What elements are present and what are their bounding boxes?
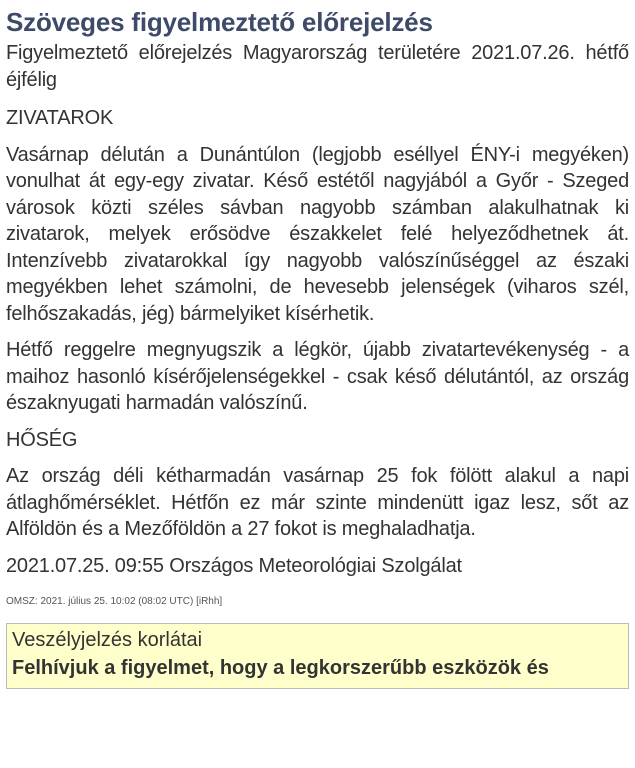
heat-paragraph-1: Az ország déli kétharmadán vasárnap 25 fok fölött alakul a napi átlaghőmérséklet. Hétfőn ez már szinte mindenütt igaz lesz, sőt az Alföldön és a Mezőföldön a 27 fokot is meghaladhatja.: [6, 465, 629, 540]
storms-paragraph-2: Hétfő reggelre megnyugszik a légkör, újabb zivatartevékenység - a maihoz hasonló kísérőjelenségekkel - csak késő délutántól, az ország északnyugati harmadán valószínű.: [6, 339, 629, 414]
page-title: Szöveges figyelmeztető előrejelzés: [6, 7, 433, 37]
notice-text: Felhívjuk a figyelmet, hogy a legkorszerűbb eszközök és: [12, 657, 549, 679]
notice-box: [6, 623, 629, 689]
notice-title: Veszélyjelzés korlátai: [12, 629, 203, 651]
subtitle: Figyelmeztető előrejelzés Magyarország területére 2021.07.26. hétfő éjfélig: [6, 42, 629, 91]
section-heading-heat: HŐSÉG: [6, 428, 78, 451]
issue-meta: OMSZ: 2021. július 25. 10:02 (08:02 UTC) [iRhh]: [6, 596, 223, 607]
section-heading-storms: ZIVATAROK: [6, 107, 114, 129]
storms-paragraph-1: Vasárnap délután a Dunántúlon (legjobb eséllyel ÉNY-i megyéken) vonulhat át egy-egy zivatar. Késő estétől nagyjából a Győr - Szeged városok közti széles sávban nagyobb számban alakulhatnak ki zivatarok, melyek erősödve északkelet felé helyeződhetnek át. Intenzívebb zivatarokkal így nagyobb valószínűséggel az északi megyékben lehet számolni, de hevesebb jelenségek (viharos szél, felhőszakadás, jég) bármelyiket kísérhetik.: [6, 143, 629, 325]
issuer-signature: 2021.07.25. 09:55 Országos Meteorológiai Szolgálat: [6, 554, 462, 577]
